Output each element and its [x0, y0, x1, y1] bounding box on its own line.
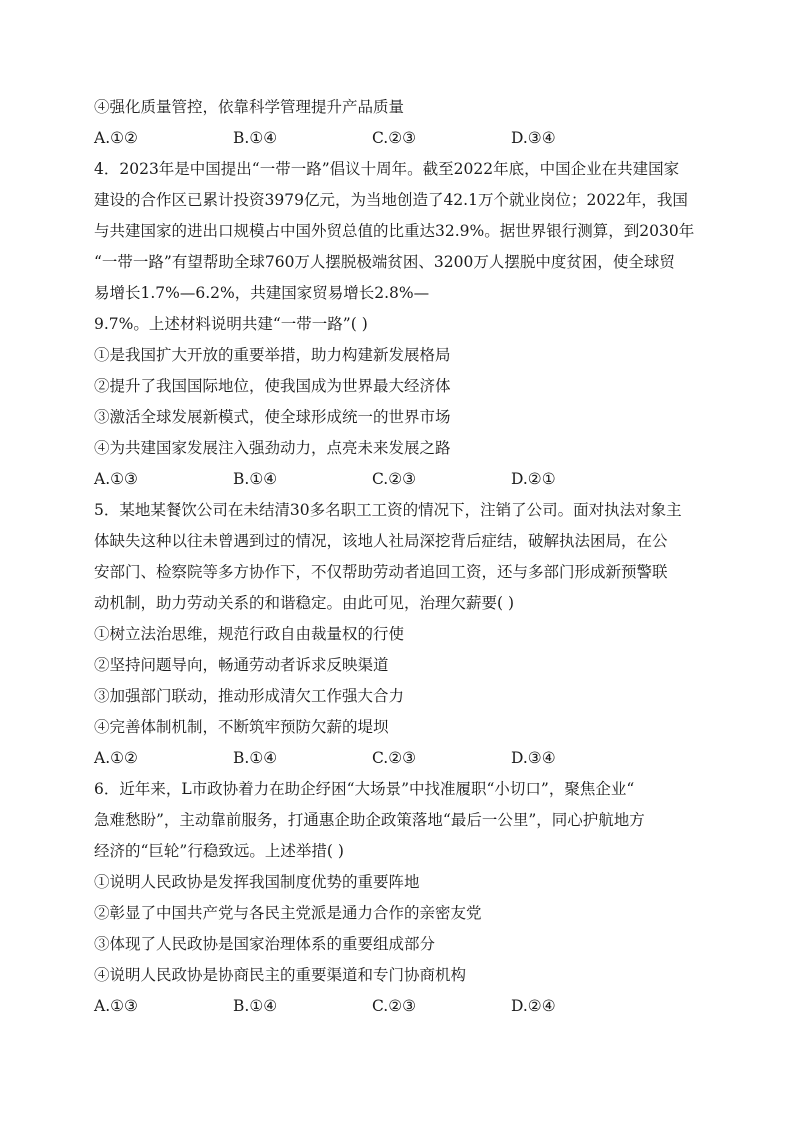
- question-stem-line: 4．2023年是中国提出“一带一路”倡议十周年。截至2022年底，中国企业在共建国家: [94, 160, 680, 178]
- answer-option: D.②④: [511, 997, 556, 1015]
- exam-page: [94, 92, 706, 1022]
- answer-options: [94, 743, 706, 774]
- answer-option: C.②③: [372, 749, 417, 767]
- question-block: [94, 154, 706, 495]
- answer-options: [94, 464, 706, 495]
- statement-item: ①说明人民政协是发挥我国制度优势的重要阵地: [94, 873, 420, 891]
- question-stem-line: 建设的合作区已累计投资3979亿元，为当地创造了42.1万个就业岗位；2022年，我国: [94, 191, 688, 209]
- question-stem-line: “一带一路”有望帮助全球760万人摆脱极端贫困、3200万人摆脱中度贫困，使全球贸: [94, 253, 675, 271]
- answer-option: C.②③: [372, 997, 417, 1015]
- statement-item: ②提升了我国国际地位，使我国成为世界最大经济体: [94, 377, 451, 395]
- answer-option: B.①④: [233, 470, 278, 488]
- question-stem-line: 9.7%。上述材料说明共建“一带一路”( ): [94, 315, 368, 333]
- question-stem-line: 经济的“巨轮”行稳致远。上述举措( ): [94, 842, 344, 860]
- statement-item: ④说明人民政协是协商民主的重要渠道和专门协商机构: [94, 966, 467, 984]
- answer-option: C.②③: [372, 129, 417, 147]
- answer-option: C.②③: [372, 470, 417, 488]
- answer-option: A.①②: [94, 749, 138, 767]
- statement-item: ②彰显了中国共产党与各民主党派是通力合作的亲密友党: [94, 904, 482, 922]
- answer-option: A.①③: [94, 997, 138, 1015]
- answer-options: [94, 991, 706, 1022]
- statement-item: ③体现了人民政协是国家治理体系的重要组成部分: [94, 935, 436, 953]
- answer-option: D.③④: [511, 749, 556, 767]
- question-stem-line: 与共建国家的进出口规模占中国外贸总值的比重达32.9%。据世界银行测算，到2030年: [94, 222, 695, 240]
- answer-option: B.①④: [233, 749, 278, 767]
- question-stem-line: 易增长1.7%—6.2%，共建国家贸易增长2.8%—: [94, 284, 430, 302]
- question-block: [94, 774, 706, 1022]
- question-stem-line: 5．某地某餐饮公司在未结清30多名职工工资的情况下，注销了公司。面对执法对象主: [94, 501, 682, 519]
- question-stem-line: 体缺失这种以往未曾遇到过的情况，该地人社局深挖背后症结，破解执法困局，在公: [94, 532, 668, 550]
- statement-item: ④完善体制机制，不断筑牢预防欠薪的堤坝: [94, 718, 389, 736]
- statement-item: ①是我国扩大开放的重要举措，助力构建新发展格局: [94, 346, 451, 364]
- answer-option: D.③④: [511, 129, 556, 147]
- answer-options: [94, 123, 706, 154]
- statement-item: ④为共建国家发展注入强劲动力，点亮未来发展之路: [94, 439, 451, 457]
- statement-item: ①树立法治思维，规范行政自由裁量权的行使: [94, 625, 405, 643]
- question-stem-line: 急难愁盼”，主动靠前服务，打通惠企助企政策落地“最后一公里”，同心护航地方: [94, 811, 645, 829]
- statement-item: ④强化质量管控，依靠科学管理提升产品质量: [94, 98, 405, 116]
- answer-option: B.①④: [233, 129, 278, 147]
- statement-item: ③加强部门联动，推动形成清欠工作强大合力: [94, 687, 405, 705]
- answer-option: A.①③: [94, 470, 138, 488]
- question-block: [94, 495, 706, 774]
- statement-item: ②坚持问题导向，畅通劳动者诉求反映渠道: [94, 656, 389, 674]
- answer-option: D.②①: [511, 470, 556, 488]
- question-stem-line: 安部门、检察院等多方协作下，不仅帮助劳动者追回工资，还与多部门形成新预警联: [94, 563, 668, 581]
- answer-option: A.①②: [94, 129, 138, 147]
- question-tail: [94, 92, 706, 154]
- question-stem-line: 动机制，助力劳动关系的和谐稳定。由此可见，治理欠薪要( ): [94, 594, 515, 612]
- question-stem-line: 6．近年来，L市政协着力在助企纾困“大场景”中找准履职“小切口”，聚焦企业“: [94, 780, 635, 798]
- answer-option: B.①④: [233, 997, 278, 1015]
- statement-item: ③激活全球发展新模式，使全球形成统一的世界市场: [94, 408, 451, 426]
